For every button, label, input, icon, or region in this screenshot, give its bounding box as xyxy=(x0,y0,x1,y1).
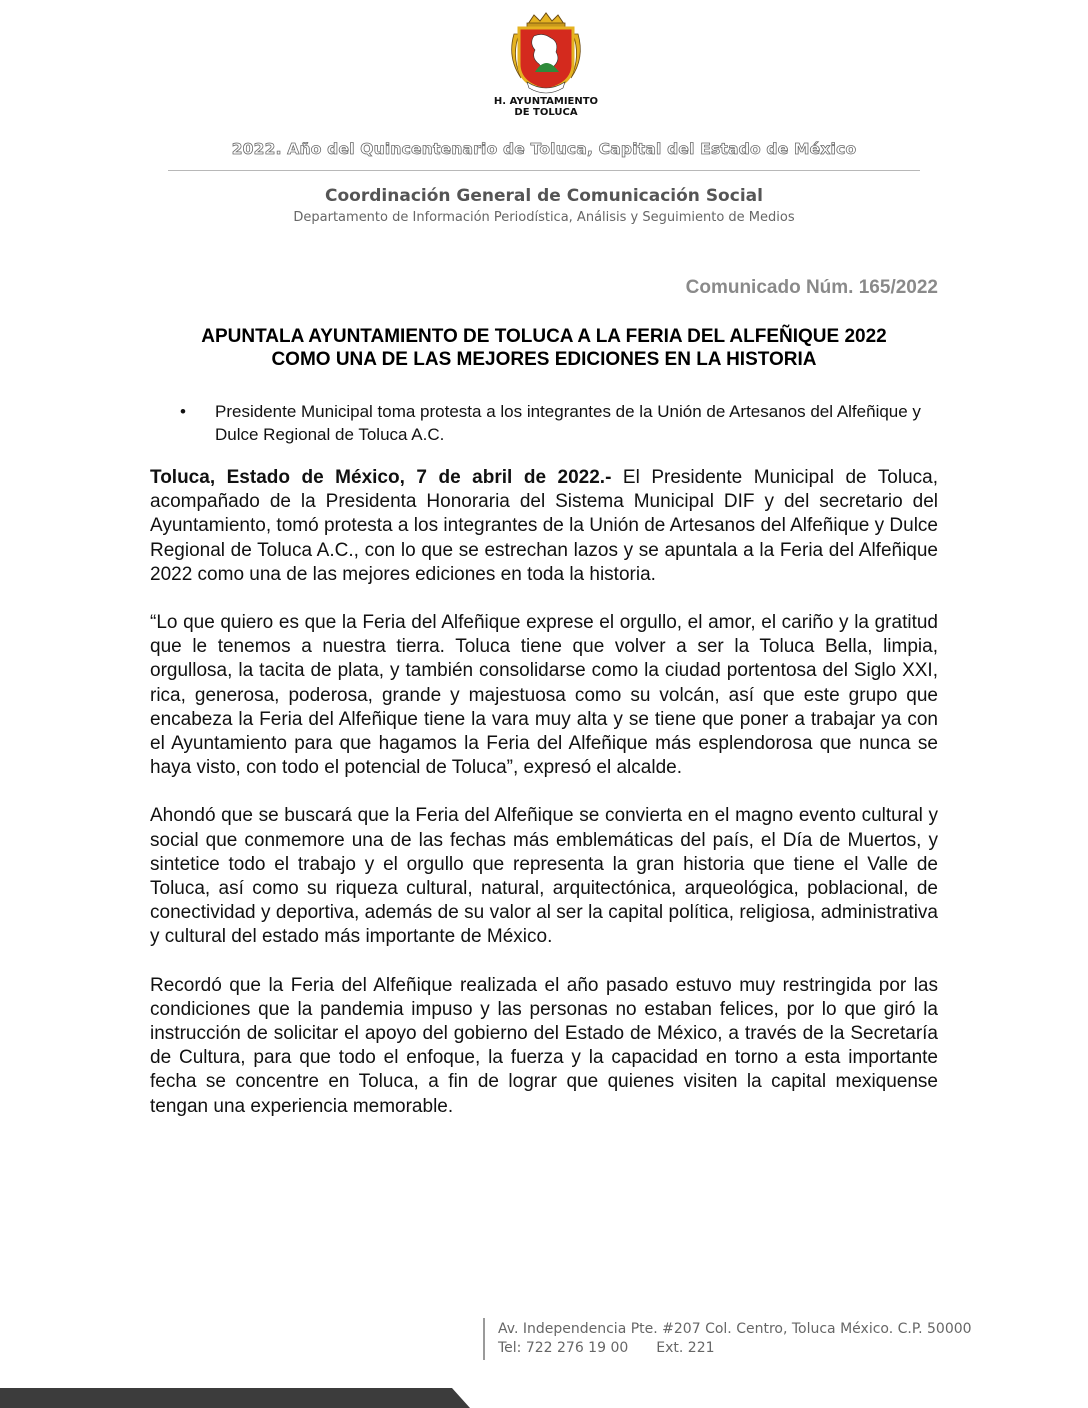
logo-label-line-1: H. AYUNTAMIENTO xyxy=(493,96,599,107)
department-subtitle: Departamento de Información Periodística, Análisis y Seguimiento de Medios xyxy=(293,210,795,225)
headline-line-1: APUNTALA AYUNTAMIENTO DE TOLUCA A LA FERIA DEL ALFEÑIQUE 2022 xyxy=(201,326,887,347)
headline xyxy=(150,325,938,371)
footer-stripe xyxy=(0,1388,470,1408)
article-body xyxy=(150,466,938,1143)
press-release-number: Comunicado Núm. 165/2022 xyxy=(685,277,938,298)
summary-bullets xyxy=(180,400,938,446)
paragraph-4: Recordó que la Feria del Alfeñique realizada el año pasado estuvo muy restringida por las condiciones que la pandemia impuso y las personas no estaban felices, por lo que giró la instrucción de solicitar el apoyo del gobierno del Estado de México, a través de la Secretaría de Cultura, para que todo el enfoque, la fuerza y la capacidad en torno a esta importante fecha se concentre en Toluca, a fin de lograr que quienes visiten la capital mexiquense tengan una experiencia memorable. xyxy=(150,974,938,1117)
headline-line-2: COMO UNA DE LAS MEJORES EDICIONES EN LA HISTORIA xyxy=(271,349,817,370)
bullet-text: Presidente Municipal toma protesta a los integrantes de la Unión de Artesanos del Alfeñique y Dulce Regional de Toluca A.C. xyxy=(215,402,921,444)
paragraph-3: Ahondó que se buscará que la Feria del Alfeñique se convierta en el magno evento cultural y social que conmemore una de las fechas más emblemáticas del país, el Día de Muertos, y sintetice todo el trabajo y el orgullo que representa la gran historia que tiene el Valle de Toluca, así como su riqueza cultural, natural, arquitectónica, arqueológica, poblacional, de conectividad y deportiva, además de su valor al ser la capital política, religiosa, administrativa y cultural del estado más importante de México. xyxy=(150,805,938,948)
footer-divider xyxy=(483,1318,485,1360)
logo-label-line-2: DE TOLUCA xyxy=(514,107,578,118)
footer-address: Av. Independencia Pte. #207 Col. Centro, Toluca México. C.P. 50000 xyxy=(498,1321,972,1337)
paragraph-1-text: El Presidente Municipal de Toluca, acompañado de la Presidenta Honoraria del Sistema Municipal DIF y del secretario del Ayuntamiento, tomó protesta a los integrantes de la Unión de Artesanos del Alfeñique y Dulce Regional de Toluca A.C., con lo que se estrechan lazos y se apuntala a la Feria del Alfeñique 2022 como una de las mejores ediciones en toda la historia. xyxy=(150,467,938,585)
coat-of-arms-icon xyxy=(501,12,591,94)
year-motto: 2022. Año del Quincentenario de Toluca, Capital del Estado de México xyxy=(231,140,857,158)
logo-label xyxy=(490,96,602,118)
footer-extension: Ext. 221 xyxy=(656,1340,715,1356)
header-divider xyxy=(168,170,920,171)
paragraph-1 xyxy=(150,466,938,587)
coordination-title: Coordinación General de Comunicación Social xyxy=(325,186,763,206)
footer-phone: Tel: 722 276 19 00 xyxy=(498,1340,629,1356)
paragraph-2: “Lo que quiero es que la Feria del Alfeñique exprese el orgullo, el amor, el cariño y la gratitud que le tenemos a nuestra tierra. Toluca tiene que volver a ser la Toluca Bella, limpia, orgullosa, la tacita de plata, y también consolidarse como la ciudad portentosa del Siglo XXI, rica, generosa, poderosa, grande y majestuosa como su volcán, así que este grupo que encabeza la Feria del Alfeñique tiene la vara muy alta y se tiene que poner a trabajar ya con el Ayuntamiento para que hagamos la Feria del Alfeñique más esplendorosa que nunca se haya visto, con todo el potencial de Toluca”, expresó el alcalde. xyxy=(150,612,938,779)
footer-phone-line xyxy=(498,1339,972,1358)
toluca-coat-of-arms-logo xyxy=(490,12,602,118)
bullet-icon: • xyxy=(180,402,186,421)
list-item xyxy=(180,400,938,446)
dateline: Toluca, Estado de México, 7 de abril de 2022.- xyxy=(150,467,612,488)
footer-contact xyxy=(498,1320,972,1358)
